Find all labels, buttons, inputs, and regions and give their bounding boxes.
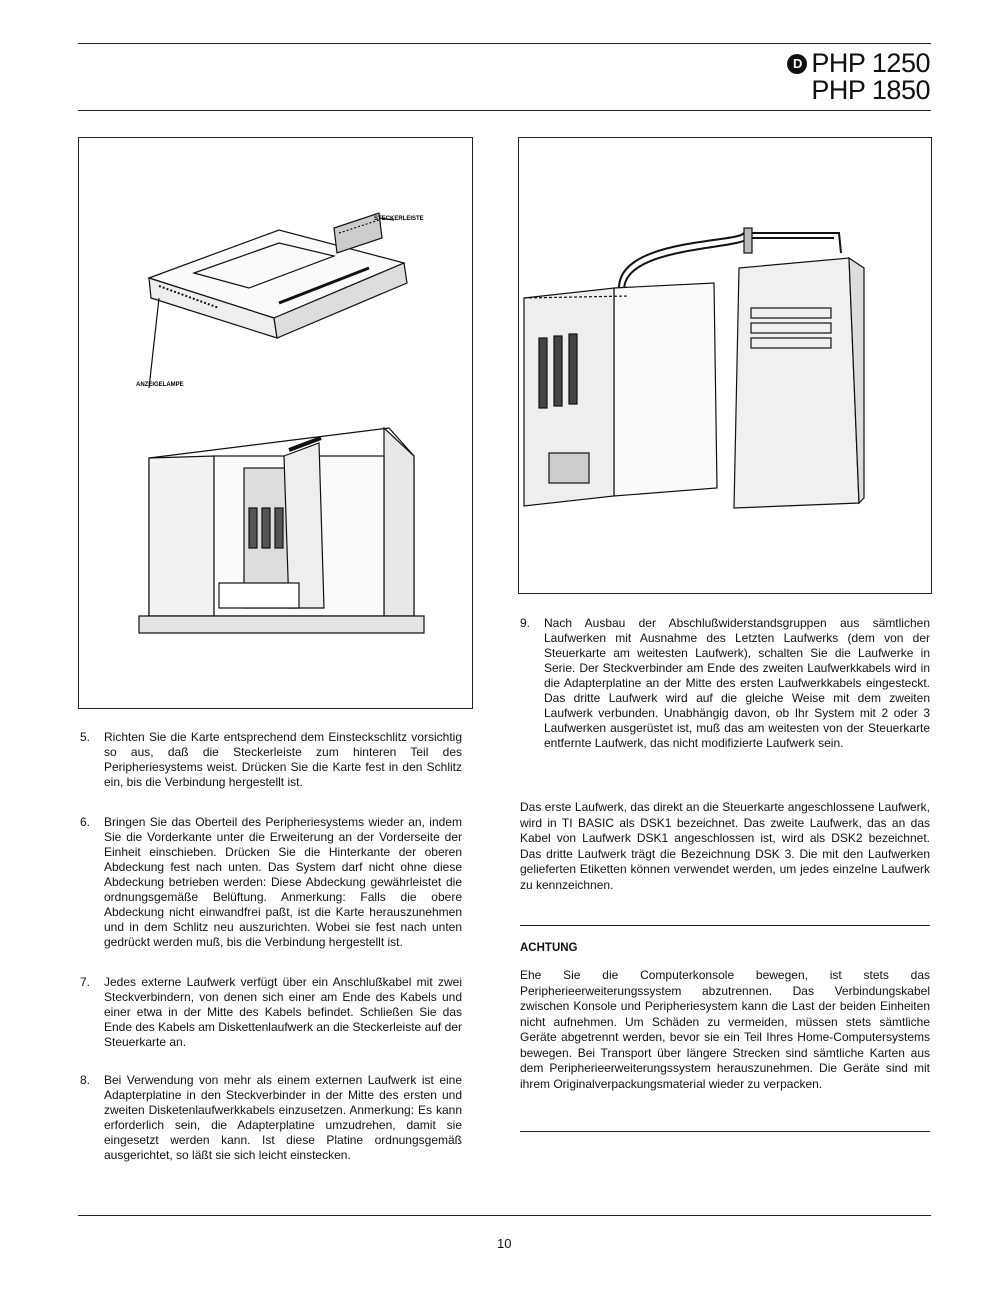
footer-rule [78,1215,931,1216]
step-text: Jedes externe Laufwerk verfügt über ein Anschlußkabel mit zwei Steckverbindern, von denen sich einer am Ende des Kabels und einer etwa in der Mitte des Kabels befindet. Schließen Sie das Ende des Kabels am Diskettenlaufwerk an die Steckerleiste auf der Steuerkarte an. [104,975,462,1049]
drive-naming-paragraph: Das erste Laufwerk, das direkt an die Steuerkarte angeschlossene Laufwerk, wird in TI BASIC als DSK1 bezeichnet. Das zweite Laufwerk, das an das Kabel von Laufwerk DSK1 angeschlossen ist, wird als DSK2 bezeichnet. Das dritte Laufwerk trägt die Bezeichnung DSK 3. Die mit den Laufwerken gelieferten Etiketten können verwendet werden, um jedes einzelne Laufwerk zu kennzeichnen. [520,800,930,892]
header-top-rule [78,43,931,44]
step-text: Nach Ausbau der Abschlußwiderstandsgruppen aus sämtlichen Laufwerken mit Ausnahme des Letzten Laufwerks (dem von der Steuerkarte am weitesten Laufwerk), schalten Sie die Laufwerke in Serie. Der Steckverbinder am Ende des zweiten Laufwerkkabels wird in die Adapterplatine an der Mitte des ersten Laufwerkkabels eingesteckt. Das dritte Laufwerk wird auf die gleiche Weise mit dem zweiten Laufwerk verbunden. Unabhängig davon, ob Ihr System mit 2 oder 3 Laufwerken ausgerüstet ist, muß das am weitesten von der Steuerkarte entfernte Laufwerk, das nicht modifizierte Laufwerk sein. [544,616,930,750]
warning-bottom-rule [520,1131,930,1132]
warning-top-rule [520,925,930,926]
model-line-2: PHP 1850 [811,75,930,105]
step-text: Bei Verwendung von mehr als einem externen Laufwerk ist eine Adapterplatine in den Steckverbinder in der Mitte des ersten und zweiten Disketenlaufwerkkabels einzusetzen. Anmerkung: Es kann erforderlich sein, die Adapterplatine umzudrehen, damit sie eingesetzt werden kann. Ist diese Platine ordnungsgemäß ausgerichtet, so läßt sie sich leicht einstecken. [104,1073,462,1162]
warning-title: ACHTUNG [520,942,578,954]
figure-label-lamp: ANZEIGELAMPE [136,382,184,388]
step-number: 7. [80,975,91,989]
figure-label-connector: STECKERLEISTE [374,216,424,222]
figure-card-install [78,137,473,709]
card-and-chassis-illustration [79,138,472,708]
step-text: Richten Sie die Karte entsprechend dem Einsteckschlitz vorsichtig so aus, daß die Steckerleiste zum hinteren Teil des Peripheriesystems weist. Drücken Sie die Karte fest in den Schlitz ein, bis die Verbindung hergestellt ist. [104,730,462,789]
country-badge: D [787,54,807,74]
step-number: 9. [520,616,531,630]
step-number: 8. [80,1073,91,1087]
step-9 [520,616,930,751]
step-number: 6. [80,815,91,829]
step-5 [80,730,462,790]
figure-drive-chain [518,137,932,594]
page-number: 10 [497,1236,512,1251]
header-bottom-rule [78,110,931,111]
model-title [787,50,930,104]
warning-text: Ehe Sie die Computerkonsole bewegen, ist stets das Peripherieerweiterungssystem abzutrennen. Das Verbindungskabel zwischen Konsole und Peripheriesystem kann die Last der beiden Einheiten nicht aufnehmen. Um Schäden zu vermeiden, müssen stets sämtliche Geräte abgetrennt werden, bevor sie ein Teil Ihres Home-Computersystems bewegen. Bei Transport über längere Strecken sind sämtliche Karten aus dem Peripherieerweiterungssystem herauszunehmen. Die Geräte sind mit ihrem Originalverpackungsmaterial wieder zu verpacken. [520,968,930,1091]
drive-connection-illustration [519,138,931,593]
step-8 [80,1073,462,1163]
step-text: Bringen Sie das Oberteil des Peripheriesystems wieder an, indem Sie die Vorderkante unter die Erweiterung an der Vorderseite der Einheit einschieben. Drücken Sie die Hinterkante der oberen Abdeckung fest nach unten. Das System darf nicht ohne diese Abdeckung betrieben werden: Diese Abdeckung gewährleistet die ordnungsgemäße Belüftung. Anmerkung: Falls die obere Abdeckung nicht einwandfrei paßt, ist die Karte herauszunehmen und in dem Schlitz neu auszurichten. Wobei sie fest nach unten gedrückt werden muß, bis die Verbindung hergestellt ist. [104,815,462,949]
model-line-1: PHP 1250 [811,48,930,78]
step-6 [80,815,462,950]
step-number: 5. [80,730,91,744]
step-7 [80,975,462,1050]
